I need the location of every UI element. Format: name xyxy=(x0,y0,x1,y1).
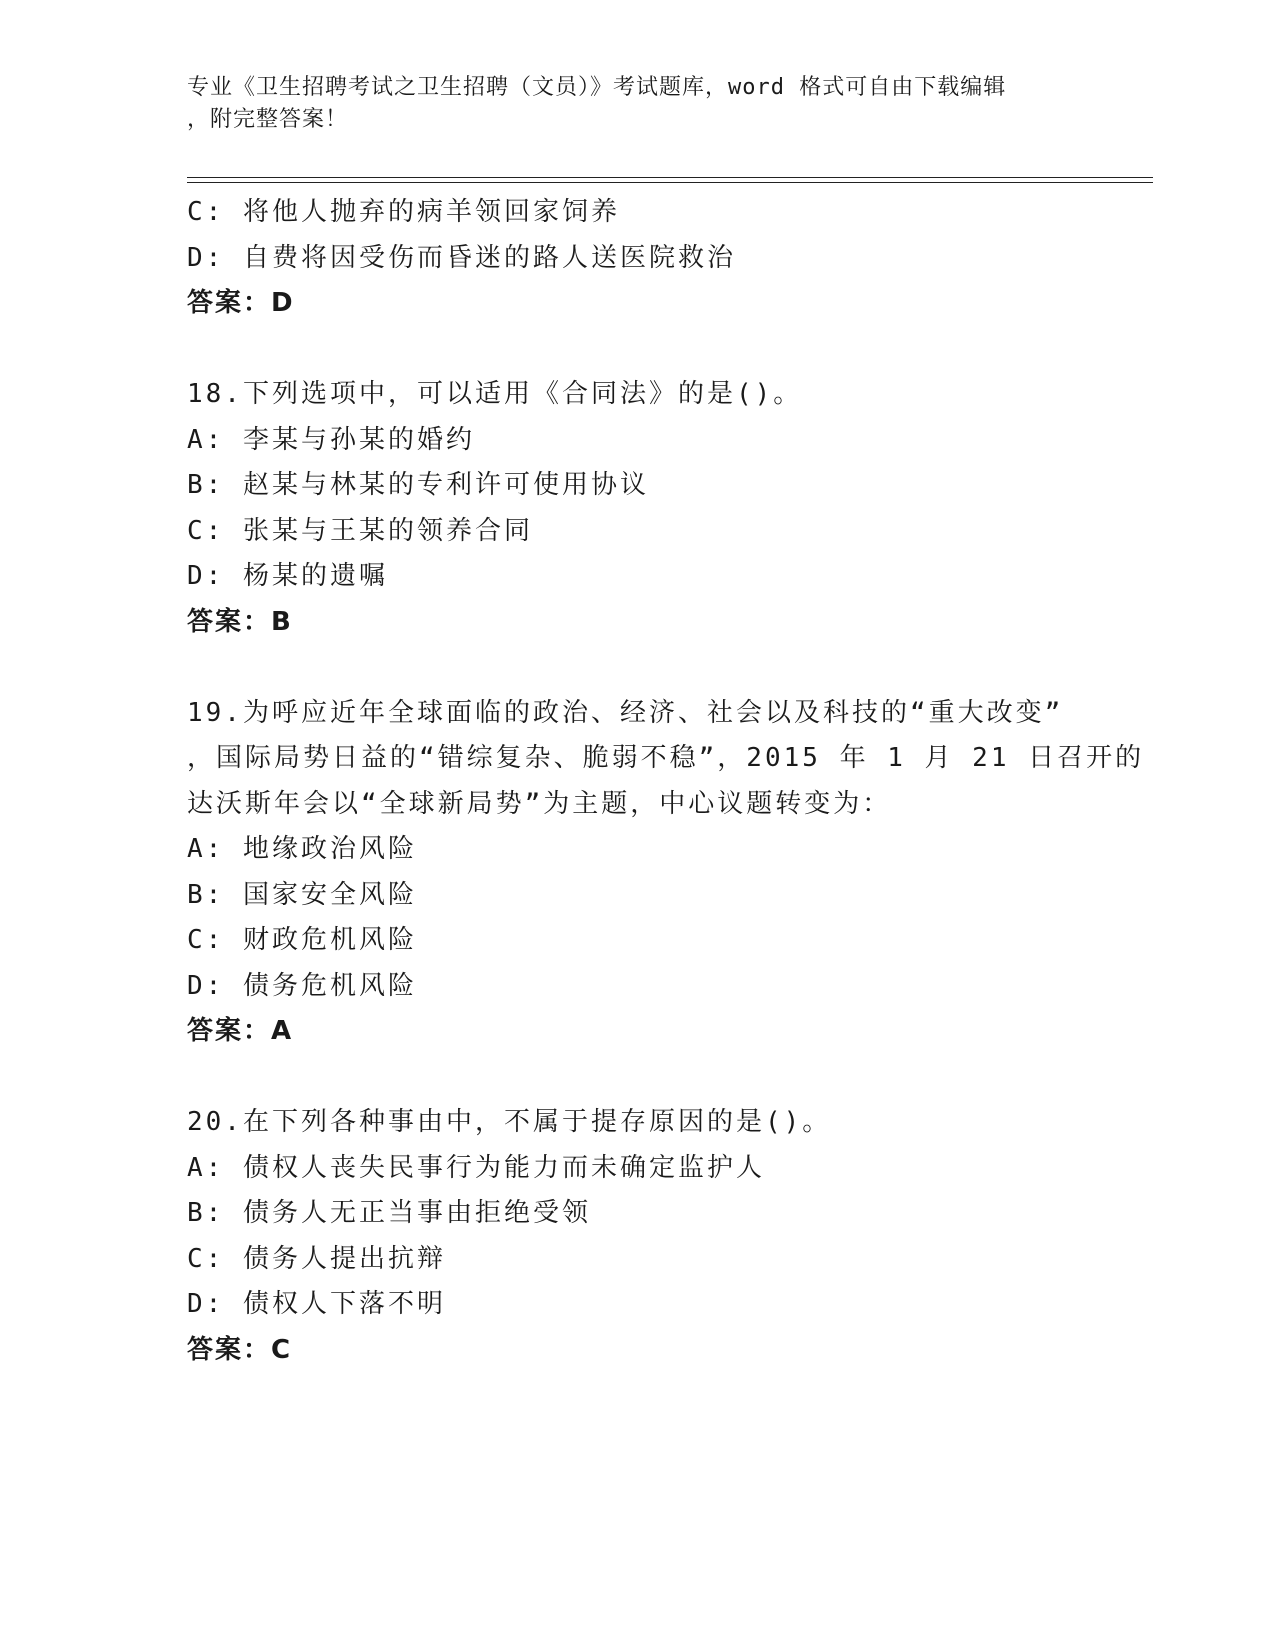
header-divider-bottom xyxy=(187,182,1153,183)
spacer xyxy=(187,1055,1147,1101)
option-a: A: 李某与孙某的婚约 xyxy=(187,424,475,455)
spacer xyxy=(187,645,1147,691)
question-19 xyxy=(187,691,1147,1055)
option-d: D: 自费将因受伤而昏迷的路人送医院救治 xyxy=(187,242,736,273)
option-d: D: 债权人下落不明 xyxy=(187,1289,446,1319)
option-b: B: 债务人无正当事由拒绝受领 xyxy=(187,1198,591,1228)
question-20 xyxy=(187,1100,1147,1373)
question-stem-line-2: ，国际局势日益的“错综复杂、脆弱不稳”，2015 年 1 月 21 日召开的 xyxy=(187,743,1145,773)
question-stem: 20.在下列各种事由中，不属于提存原因的是()。 xyxy=(187,1107,832,1137)
option-c: C: 张某与王某的领养合同 xyxy=(187,515,533,546)
answer-line: 答案：B xyxy=(187,606,293,637)
option-c: C: 债务人提出抗辩 xyxy=(187,1243,446,1274)
header-line-1: 专业《卫生招聘考试之卫生招聘（文员）》考试题库，word 格式可自由下载编辑 xyxy=(187,75,1007,100)
option-b: B: 国家安全风险 xyxy=(187,879,417,910)
option-a: A: 债权人丧失民事行为能力而未确定监护人 xyxy=(187,1152,765,1183)
question-stem: 18.下列选项中，可以适用《合同法》的是()。 xyxy=(187,379,803,409)
option-c: C: 财政危机风险 xyxy=(187,925,417,955)
question-17-continued xyxy=(187,190,1147,327)
header-divider-top xyxy=(187,177,1153,178)
question-stem-line-3: 达沃斯年会以“全球新局势”为主题，中心议题转变为： xyxy=(187,788,892,819)
question-list xyxy=(187,190,1147,1373)
option-c: C: 将他人抛弃的病羊领回家饲养 xyxy=(187,197,620,227)
spacer xyxy=(187,327,1147,373)
header-line-2: ，附完整答案！ xyxy=(187,107,349,132)
answer-line: 答案：D xyxy=(187,288,295,318)
option-b: B: 赵某与林某的专利许可使用协议 xyxy=(187,470,649,500)
document-header xyxy=(187,72,1067,136)
option-d: D: 杨某的遗嘱 xyxy=(187,561,388,591)
answer-line: 答案：C xyxy=(187,1334,293,1365)
option-d: D: 债务危机风险 xyxy=(187,970,417,1001)
answer-line: 答案：A xyxy=(187,1016,294,1046)
question-stem-line-1: 19.为呼应近年全球面临的政治、经济、社会以及科技的“重大改变” xyxy=(187,697,1064,728)
option-a: A: 地缘政治风险 xyxy=(187,834,417,864)
question-18 xyxy=(187,372,1147,645)
